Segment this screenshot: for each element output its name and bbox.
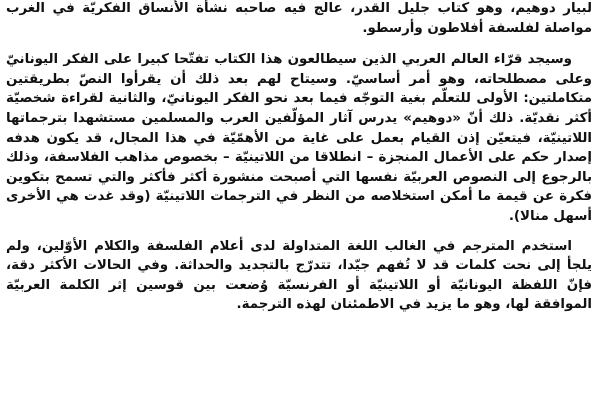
- paragraph-2: وسيجد قرّاء العالم العربي الذين سيطالعون هذا الكتاب تفتّحا كبيرا على الفكر اليونانيّ وعلى مصطلحاته، وهو أمر أساسيّ. وسيتاح لهم بعد ذلك أن يقرأوا النصّ بطريقتين متكاملتين: الأولى للتعلّم بغية التوجّه فيما بعد نحو الفكر اليونانيّ، والثانية لقراءة شخصيّة أكثر نقديّة. ذلك أنّ «دوهيم» يدرس آثار المؤلّفين العرب والمسلمين مستشهدا بترجماتها اللاتينيّة، فيتعيّن إذن القيام بعمل على غاية من الأهمّيّة في هذا المجال، قد يكون هدفه إصدار حكم على الأعمال المنجزة – انطلاقا من اللاتينيّة – بخصوص مذاهب الفلاسفة، وذلك بالرجوع إلى النصوص العربيّة نفسها التي أصبحت منشورة أكثر فأكثر والتي تسمح بتكوين فكرة عن قيمة ما أمكن استخلاصه من النظر في الترجمات اللاتينيّة (وقد غدت هي الأخرى أسهل منالا).: [6, 52, 592, 224]
- paragraph-1: لبيار دوهيم، وهو كتاب جليل القدر، عالج فيه صاحبه نشأة الأنساق الفكريّة في الغرب مواصلة لفلسفة أفلاطون وأرسطو.: [6, 1, 592, 36]
- paragraph-3: استخدم المترجم في الغالب اللغة المتداولة لدى أعلام الفلسفة والكلام الأوّلين، ولم يلجأ إلى نحت كلمات قد لا تُفهم جيّدا، تتدرّج بالتجديد والحداثة. وفي الحالات الأكثر دقة، فإنّ اللفظة اليونانيّة أو اللاتينيّة أو الفرنسيّة وُضعت بين قوسين إثر الكلمة العربيّة الموافقة لها، وهو ما يزيد في الاطمئنان لهذه الترجمة.: [6, 238, 592, 313]
